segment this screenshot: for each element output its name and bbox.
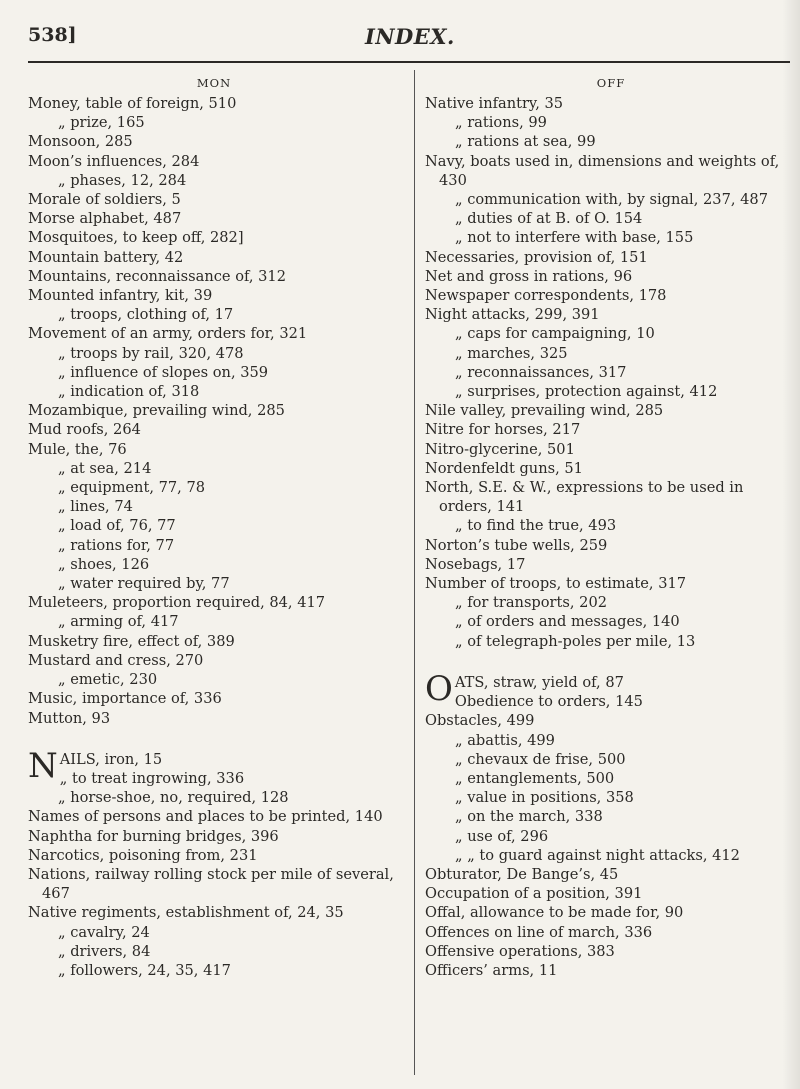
index-subentry: „ abattis, 499	[455, 731, 555, 749]
index-subentry: „ caps for campaigning, 10	[455, 325, 655, 343]
index-entry: Net and gross in rations, 96	[425, 267, 633, 285]
index-entry: Native regiments, establishment of, 24, 35	[28, 904, 344, 922]
index-entry: Necessaries, provision of, 151	[425, 248, 648, 266]
left-entries-n	[28, 788, 400, 980]
index-entry: Night attacks, 299, 391	[425, 306, 600, 324]
index-subentry: „ phases, 12, 284	[58, 171, 187, 189]
dropcap-n: N	[28, 745, 58, 786]
index-entry: Narcotics, poisoning from, 231	[28, 846, 258, 864]
index-entry: Mutton, 93	[28, 709, 111, 727]
index-subentry: „ troops, clothing of, 17	[58, 306, 234, 324]
index-entry: Obedience to orders, 145	[454, 693, 643, 711]
index-entry: Mounted infantry, kit, 39	[28, 287, 213, 305]
index-entry: Nosebags, 17	[425, 555, 526, 573]
left-column	[28, 76, 400, 980]
index-entry: Naphtha for burning bridges, 396	[28, 827, 279, 845]
index-subentry: „ rations for, 77	[58, 536, 175, 554]
left-entries	[28, 94, 400, 728]
index-entry: Nile valley, prevailing wind, 285	[425, 402, 664, 420]
index-entry: Muleteers, proportion required, 84, 417	[28, 594, 326, 612]
index-subentry: „ rations at sea, 99	[455, 133, 596, 151]
index-subentry: „ shoes, 126	[58, 555, 150, 573]
index-subentry: „ „ to guard against night attacks, 412	[455, 846, 740, 864]
index-entry: Native infantry, 35	[425, 95, 564, 112]
index-entry: AILS, iron, 15	[59, 750, 163, 768]
index-subentry: „ rations, 99	[455, 114, 547, 132]
index-entry: Mountains, reconnaissance of, 312	[28, 267, 286, 285]
page-header	[28, 24, 788, 64]
index-subentry: „ entanglements, 500	[455, 769, 615, 787]
right-column-heading: OFF	[596, 76, 626, 90]
index-entry: Movement of an army, orders for, 321	[28, 325, 308, 343]
index-entry: Obturator, De Bange’s, 45	[425, 865, 619, 883]
index-entry: Number of troops, to estimate, 317	[425, 575, 687, 593]
header-rule	[28, 61, 790, 63]
index-subentry: „ arming of, 417	[58, 613, 179, 631]
o-section-start	[425, 668, 797, 711]
index-subentry: „ cavalry, 24	[58, 923, 150, 941]
right-entries	[425, 94, 797, 651]
index-subentry: „ use of, 296	[455, 827, 549, 845]
right-entries-o	[425, 711, 797, 980]
index-entry: Names of persons and places to be printed, 140	[28, 808, 383, 826]
index-entry: Money, table of foreign, 510	[28, 95, 237, 112]
index-entry: Morale of soldiers, 5	[28, 191, 181, 209]
index-subentry: „ for transports, 202	[455, 594, 608, 612]
index-entry: Music, importance of, 336	[28, 690, 222, 708]
index-subentry: „ followers, 24, 35, 417	[58, 961, 231, 979]
index-subentry: „ to find the true, 493	[455, 517, 617, 535]
page-number: 538]	[28, 24, 77, 46]
index-entry: Offal, allowance to be made for, 90	[425, 904, 684, 922]
index-entry: Mud roofs, 264	[28, 421, 141, 439]
index-entry: Offensive operations, 383	[425, 942, 615, 960]
index-subentry: „ on the march, 338	[455, 808, 603, 826]
index-entry: Mule, the, 76	[28, 440, 127, 458]
index-subentry: „ of orders and messages, 140	[455, 613, 680, 631]
index-entry: Nordenfeldt guns, 51	[425, 459, 583, 477]
index-subentry: „ horse-shoe, no, required, 128	[58, 789, 289, 807]
index-subentry: „ at sea, 214	[58, 459, 152, 477]
index-subentry: „ not to interfere with base, 155	[455, 229, 694, 247]
index-subentry: „ influence of slopes on, 359	[58, 363, 269, 381]
section-gap	[425, 651, 797, 673]
index-entry: Mustard and cress, 270	[28, 651, 204, 669]
index-entry: Offences on line of march, 336	[425, 923, 653, 941]
index-subentry: „ lines, 74	[58, 498, 133, 516]
index-subentry: „ value in positions, 358	[455, 789, 634, 807]
index-subentry: „ of telegraph-poles per mile, 13	[455, 632, 696, 650]
index-subentry: „ communication with, by signal, 237, 487	[455, 191, 768, 209]
index-entry: Nations, railway rolling stock per mile of several, 467	[28, 865, 394, 903]
index-subentry: „ equipment, 77, 78	[58, 479, 206, 497]
index-entry: Newspaper correspondents, 178	[425, 287, 667, 305]
index-entry: Nitro-glycerine, 501	[425, 440, 575, 458]
index-subentry: „ marches, 325	[455, 344, 568, 362]
column-divider	[414, 70, 415, 1075]
index-subentry: „ emetic, 230	[58, 671, 158, 689]
index-subentry: „ water required by, 77	[58, 575, 230, 593]
index-entry: Mozambique, prevailing wind, 285	[28, 402, 285, 420]
section-gap	[28, 728, 400, 750]
index-entry: Obstacles, 499	[425, 712, 535, 730]
index-subentry: „ load of, 76, 77	[58, 517, 176, 535]
index-subentry: „ prize, 165	[58, 114, 145, 132]
index-entry: Mountain battery, 42	[28, 248, 184, 266]
index-entry: Occupation of a position, 391	[425, 885, 643, 903]
index-entry: Moon’s influences, 284	[28, 152, 200, 170]
n-section-start	[28, 745, 400, 788]
index-entry: Morse alphabet, 487	[28, 210, 182, 228]
index-subentry: „ surprises, protection against, 412	[455, 383, 718, 401]
index-subentry: „ reconnaissances, 317	[455, 363, 627, 381]
right-column	[425, 76, 797, 980]
index-subentry: „ chevaux de frise, 500	[455, 750, 626, 768]
index-entry: Nitre for horses, 217	[425, 421, 581, 439]
index-entry: Norton’s tube wells, 259	[425, 536, 608, 554]
index-subentry: „ duties of at B. of O. 154	[455, 210, 643, 228]
index-entry: Navy, boats used in, dimensions and weights of, 430	[425, 152, 780, 189]
page-title: INDEX.	[365, 24, 455, 49]
index-subentry: „ drivers, 84	[58, 942, 151, 960]
index-subentry: „ indication of, 318	[58, 383, 200, 401]
index-entry: Mosquitoes, to keep off, 282]	[28, 229, 244, 247]
index-entry: North, S.E. & W., expressions to be used in orders, 141	[425, 479, 744, 516]
index-subentry: „ troops by rail, 320, 478	[58, 344, 244, 362]
index-subentry: „ to treat ingrowing, 336	[59, 769, 245, 787]
dropcap-o: O	[425, 668, 453, 709]
index-entry: Officers’ arms, 11	[425, 961, 558, 979]
index-entry: Monsoon, 285	[28, 133, 133, 151]
index-entry: ATS, straw, yield of, 87	[454, 673, 624, 691]
left-column-heading: MON	[196, 76, 232, 90]
index-entry: Musketry fire, effect of, 389	[28, 632, 235, 650]
